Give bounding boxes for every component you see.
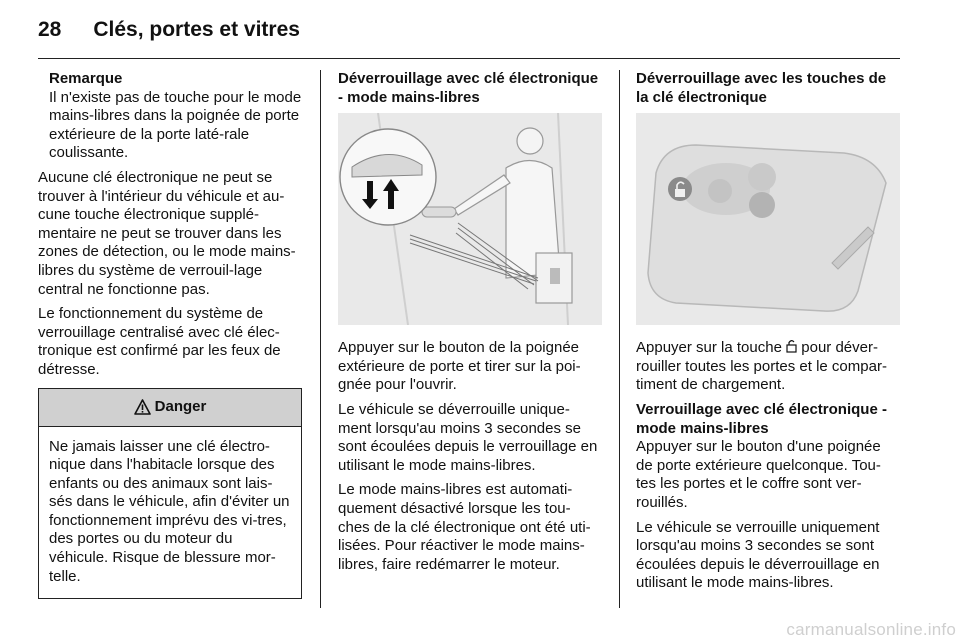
column-divider-1 bbox=[320, 70, 321, 608]
text-segment: Appuyer sur la touche bbox=[636, 339, 782, 357]
paragraph: Appuyer sur le bouton d'une poignée de porte extérieure quelconque. Tou-tes les portes et le coffre sont ver-rouillés. bbox=[636, 438, 881, 511]
text-segment: pour déver-rouiller toutes les portes et le compar-timent de chargement. bbox=[636, 339, 887, 394]
remark-block bbox=[38, 70, 302, 163]
paragraph-with-icon bbox=[636, 339, 900, 395]
danger-box bbox=[38, 388, 302, 600]
warning-triangle-icon bbox=[134, 399, 151, 415]
remark-text: Il n'existe pas de touche pour le mode mains-libres dans la poignée de porte extérieure de la porte laté-rale coulissante. bbox=[49, 88, 302, 162]
column-1 bbox=[38, 70, 302, 599]
section-heading: Déverrouillage avec les touches de la clé électronique bbox=[636, 70, 887, 106]
paragraph: Le véhicule se verrouille uniquement lorsqu'au moins 3 secondes se sont écoulées depuis le déverrouillage en utilisant le mode mains-libres. bbox=[636, 518, 880, 592]
paragraph: Le mode mains-libres est automati-quement désactivé lorsque les tou-ches de la clé électronique ont été uti-lisées. Pour réactiver le mode mains-libres, faire redémarrer le moteur. bbox=[338, 481, 591, 573]
key-card bbox=[648, 145, 886, 311]
key-card-illustration bbox=[636, 113, 900, 325]
column-2 bbox=[338, 70, 602, 580]
danger-header bbox=[39, 389, 301, 427]
paragraph: Aucune clé électronique ne peut se trouver à l'intérieur du véhicule et au-cune touche électronique supplé-mentaire ne peut se trouver dans les zones de détection, ou le mode mains-libres du système de verrouil-lage central ne fonctionne pas. bbox=[38, 168, 296, 298]
handle-inset bbox=[340, 129, 436, 225]
page-header bbox=[38, 18, 900, 52]
danger-title: Danger bbox=[154, 397, 207, 415]
paragraph: Le véhicule se déverrouille unique-ment lorsqu'au moins 3 secondes se sont écoulées depuis le verrouillage en utilisant le mode mains-libres. bbox=[338, 400, 598, 474]
column-3 bbox=[636, 70, 900, 599]
section-heading: Verrouillage avec clé électronique - mode mains-libres bbox=[636, 400, 887, 437]
paragraph: Appuyer sur le bouton de la poignée extérieure de porte et tirer sur la poi-gnée pour l'ouvrir. bbox=[338, 339, 581, 394]
section-heading: Déverrouillage avec clé électronique - mode mains-libres bbox=[338, 70, 599, 106]
door-handle-illustration bbox=[338, 113, 602, 325]
column-divider-2 bbox=[619, 70, 620, 608]
header-rule bbox=[38, 58, 900, 59]
chapter-title: Clés, portes et vitres bbox=[93, 18, 300, 41]
unlock-icon-inline bbox=[786, 339, 797, 353]
remark-title: Remarque bbox=[49, 70, 123, 87]
paragraph: Le fonctionnement du système de verrouillage centralisé avec clé élec-tronique est confirmé par les feux de détresse. bbox=[38, 305, 281, 378]
watermark: carmanualsonline.info bbox=[786, 620, 956, 639]
page-number: 28 bbox=[38, 18, 62, 41]
danger-text: Ne jamais laisser une clé électro-nique dans l'habitacle lorsque des enfants ou des animaux sont lais-sés dans le véhicule, afin d'éviter un fonctionnement imprévu des vi-tres, des portes ou du moteur du véhicule. Risque de blessure mor-telle. bbox=[49, 437, 290, 585]
